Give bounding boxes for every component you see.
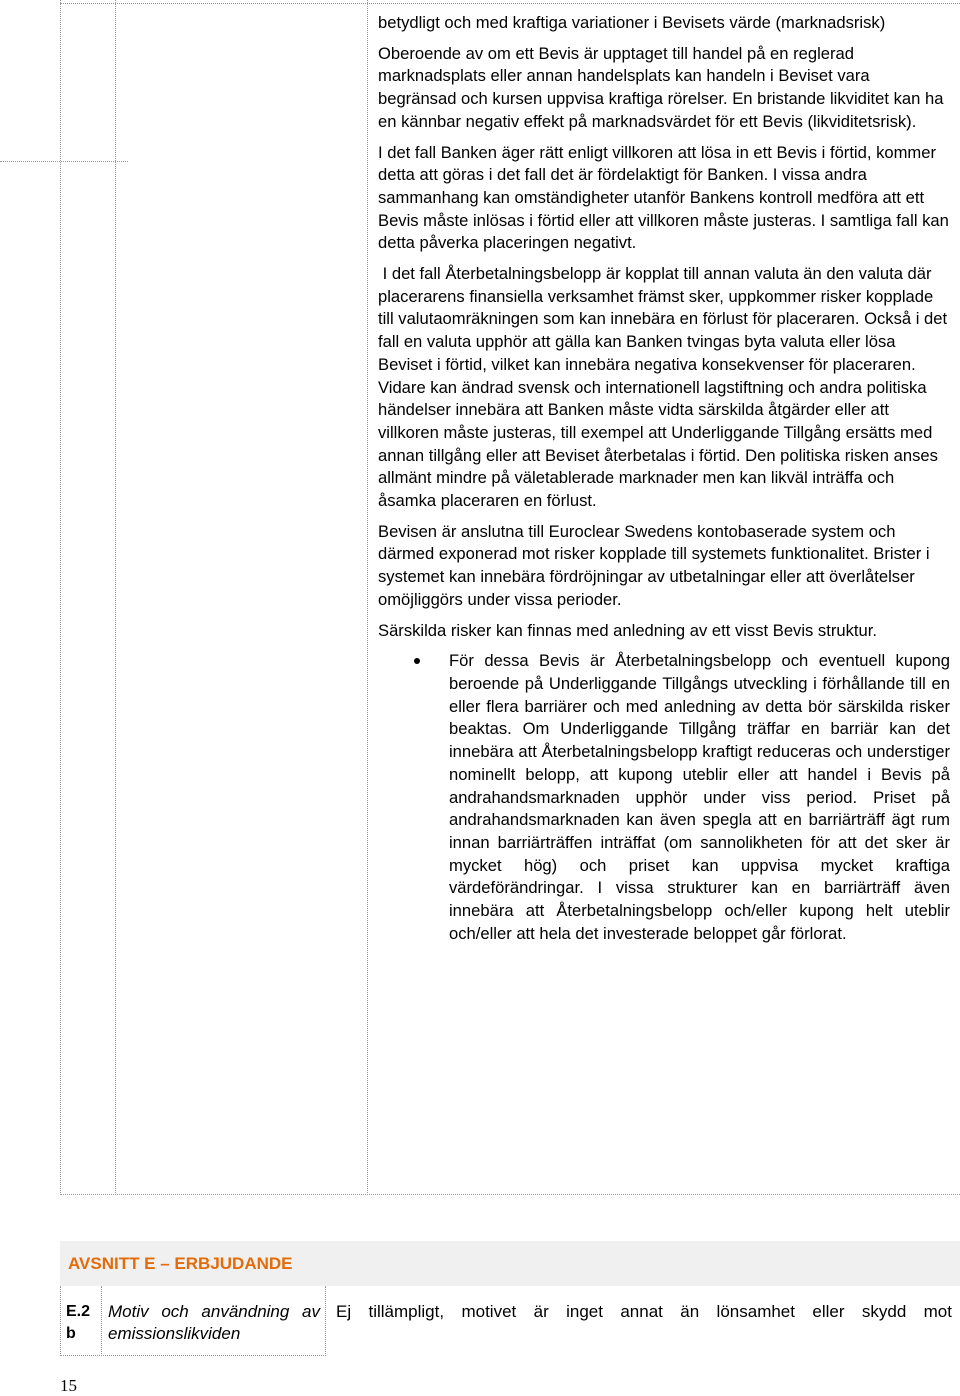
paragraph-market-risk: betydligt och med kraftiga variationer i Bevisets värde (marknadsrisk)	[378, 13, 886, 32]
section-header	[60, 1241, 960, 1286]
row-divider-2	[325, 1286, 326, 1356]
table-column-divider-1	[115, 0, 116, 1195]
page-number: 15	[60, 1376, 77, 1395]
list-item	[378, 650, 950, 945]
row-label: Motiv och användning av emissionslikviden	[108, 1302, 320, 1343]
section-title: AVSNITT E – ERBJUDANDE	[68, 1254, 293, 1273]
table-border-top	[60, 3, 960, 4]
risk-bullet-list	[378, 650, 950, 945]
row-border-left	[60, 1286, 61, 1356]
paragraph-euroclear-risk: Bevisen är anslutna till Euroclear Swedens kontobaserade system och därmed exponerad mot risker kopplade till systemets funktionalitet. Brister i systemet kan innebära fördröjningar av utbetalningar eller att överlåtelser omöjliggörs under vissa perioder.	[378, 521, 930, 609]
table-column-divider-2	[367, 0, 368, 1195]
paragraph-currency-political-risk: I det fall Återbetalningsbelopp är kopplat till annan valuta än den valuta där placerarens finansiella verksamhet främst sker, uppkommer risker kopplade till valutaomräkningen som kan innebära en förlust för placeraren. Också i det fall en valuta upphör att gälla kan Banken tvingas byta valuta eller lösa Beviset i förtid, vilket kan innebära negativa konsekvenser för placeraren. Vidare kan ändrad svensk och internationell lagstiftning och andra politiska händelser innebära att Banken måste vidta särskilda åtgärder eller att villkoren måste justeras, till exempel att Underliggande Tillgång ersätts med annan tillgång eller att Beviset återbetalas i förtid. Den politiska risken anses allmänt mindre på väletablerade marknader men kan likväl inträffa och åsamka placeraren en förlust.	[378, 264, 952, 511]
row-border-bottom	[60, 1355, 326, 1356]
margin-rule	[0, 161, 128, 162]
row-id: E.2b	[66, 1303, 91, 1342]
row-value: Ej tillämpligt, motivet är inget annat än lönsamhet eller skydd mot	[336, 1302, 952, 1321]
paragraph-liquidity-risk: Oberoende av om ett Bevis är upptaget till handel på en reglerad marknadsplats eller annan handelsplats kan handeln i Beviset vara begränsad och kursen uppvisa kraftiga rörelser. En bristande likviditet kan ha en kännbar negativ effekt på marknadsvärdet för ett Bevis (likviditetsrisk).	[378, 43, 944, 131]
row-divider-1	[101, 1286, 102, 1356]
bullet-icon	[414, 658, 420, 664]
table-border-bottom	[60, 1194, 960, 1195]
paragraph-structure-risk: Särskilda risker kan finnas med anledning av ett visst Bevis struktur.	[378, 620, 877, 640]
table-border-left	[60, 0, 61, 1195]
risk-text-column	[378, 12, 950, 945]
bullet-text: För dessa Bevis är Återbetalningsbelopp och eventuell kupong beroende på Underliggande Tillgångs utveckling i förhållande till en eller flera barriärer och med anledning av detta bör särskilda risker beaktas. Om Underliggande Tillgång träffar en barriär kan det innebära att Återbetalningsbelopp kraftigt reduceras och understiger nominellt belopp, att kupong uteblir eller att handel i Bevis på andrahandsmarknaden upphör under viss period. Priset på andrahandsmarknaden kan även spegla att en barriärträff ägt rum innan barriärträffen inträffat (om sannolikheten för att det sker är mycket hög) och priset kan uppvisa mycket kraftiga värdeförändringar. I vissa strukturer kan en barriärträff även innebära att Återbetalningsbelopp och/eller kupong helt uteblir och/eller att hela det investerade beloppet går förlorat.	[449, 651, 950, 943]
paragraph-early-redemption: I det fall Banken äger rätt enligt villkoren att lösa in ett Bevis i förtid, kommer detta att göras i det fall det är fördelaktigt för Banken. I vissa andra sammanhang kan omständigheter utanför Bankens kontroll medföra att ett Bevis måste inlösas i förtid eller att villkoren måste justeras. I samtliga fall kan detta påverka placeringen negativt.	[378, 142, 949, 253]
